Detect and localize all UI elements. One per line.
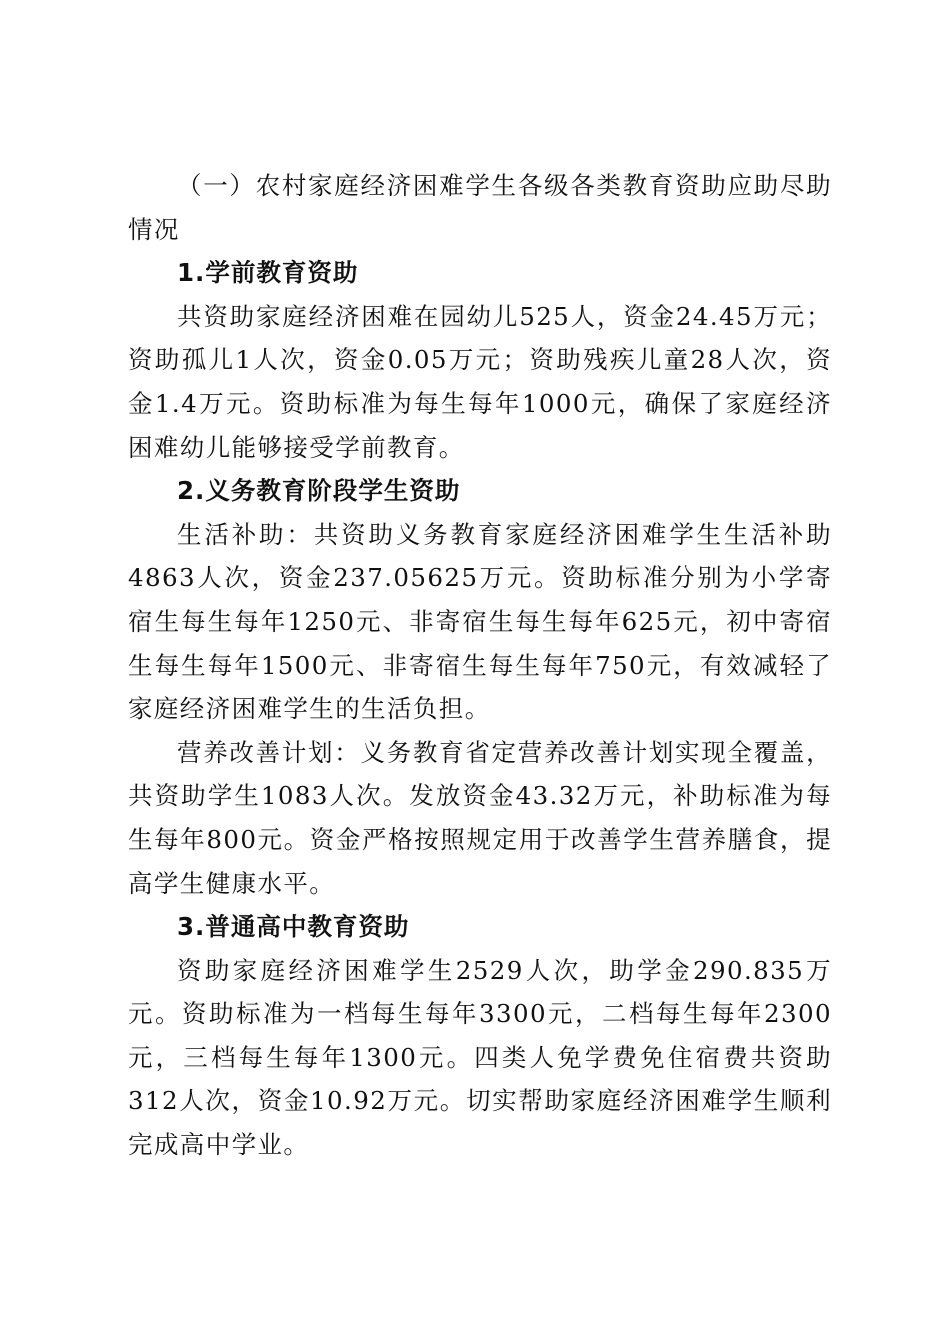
heading-high-school-aid: 3.普通高中教育资助: [177, 912, 410, 942]
paragraph-preschool-aid: 共资助家庭经济困难在园幼儿525人，资金24.45万元；资助孤儿1人次，资金0.05万元；资助残疾儿童28人次，资金1.4万元。资助标准为每生每年1000元，确保了家庭经济困难幼儿能够接受学前教育。: [128, 301, 832, 462]
paragraph-nutrition-plan: 营养改善计划：义务教育省定营养改善计划实现全覆盖，共资助学生1083人次。发放资金43.32万元，补助标准为每生每年800元。资金严格按照规定用于改善学生营养膳食，提高学生健康水平。: [128, 737, 832, 898]
heading-compulsory-education-aid: 2.义务教育阶段学生资助: [177, 476, 461, 506]
document-body: [128, 164, 832, 1167]
section-title: （一）农村家庭经济困难学生各级各类教育资助应助尽助情况: [128, 171, 832, 244]
heading-preschool-aid: 1.学前教育资助: [177, 258, 359, 288]
paragraph-living-subsidy: 生活补助：共资助义务教育家庭经济困难学生生活补助4863人次，资金237.05625万元。资助标准分别为小学寄宿生每生每年1250元、非寄宿生每生每年625元，初中寄宿生每生每年1500元、非寄宿生每生每年750元，有效减轻了家庭经济困难学生的生活负担。: [128, 519, 832, 724]
paragraph-high-school-aid: 资助家庭经济困难学生2529人次，助学金290.835万元。资助标准为一档每生每年3300元，二档每生每年2300元，三档每生每年1300元。四类人免学费免住宿费共资助312人次，资金10.92万元。切实帮助家庭经济困难学生顺利完成高中学业。: [128, 955, 832, 1160]
